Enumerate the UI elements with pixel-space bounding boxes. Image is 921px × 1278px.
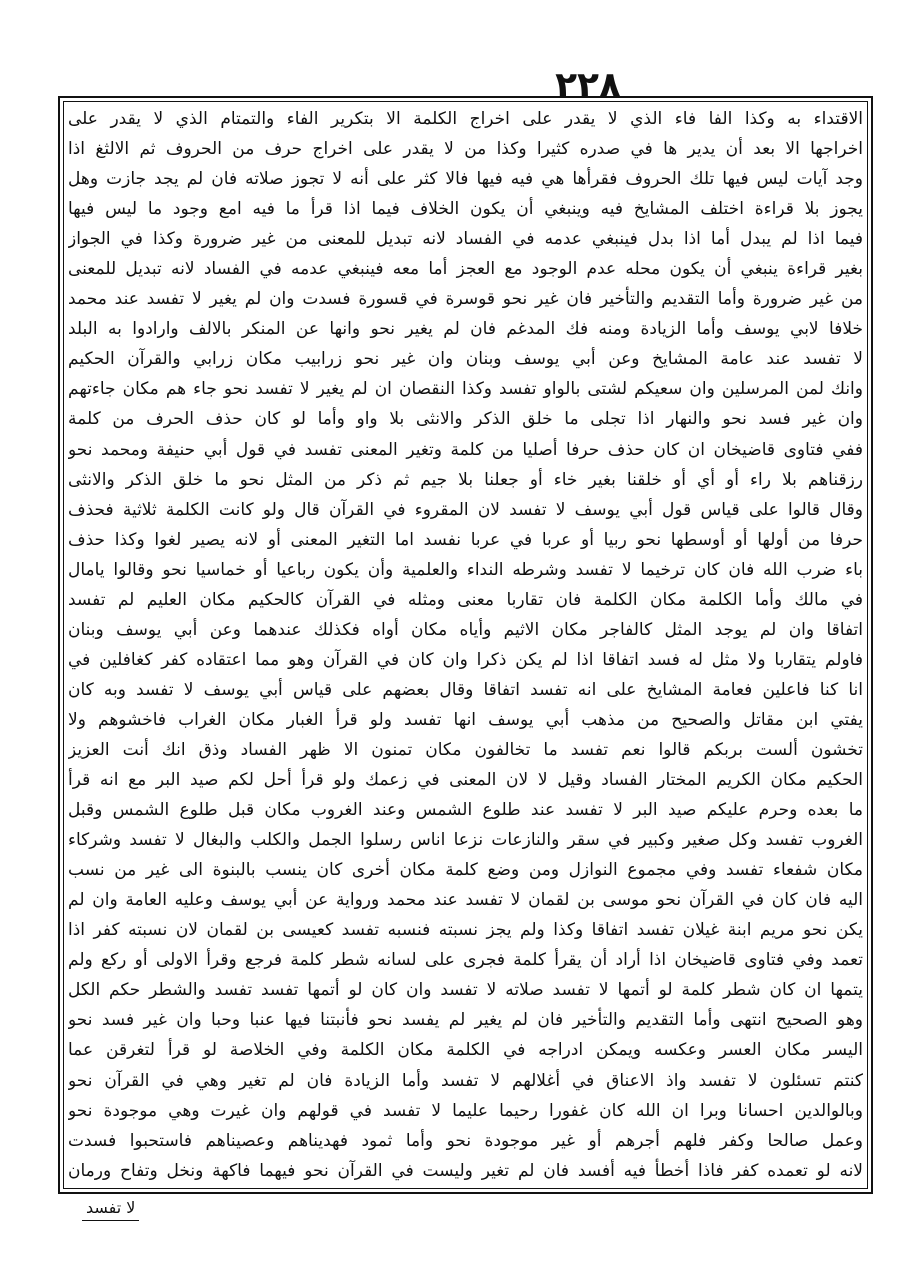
text-block bbox=[68, 104, 863, 1186]
text-line: اتفاقا وان لم يوجد المثل كالفاجر مكان الاثيم وأياه مكان أواه فكذلك عندهما وعن أبي يوسف وبنان bbox=[68, 619, 863, 640]
text-line: تعمد وفي فتاوى قاضيخان اذا أراد أن يقرأ كلمة فجرى على لسانه شطر كلمة فرجع وقرأ الاولى أو ركع ولم bbox=[68, 950, 863, 971]
text-line: ما بعده وحرم عليكم صيد البر لا تفسد عند طلوع الشمس وعند الغروب مكان قبل طلوع الشمس وقبل bbox=[68, 800, 863, 821]
text-line: كنتم تسئلون لا تفسد واذ الاعناق في أغلالهم لا تفسد وأما الزيادة فان لم تغير وهي في القرآن نحو bbox=[68, 1070, 863, 1091]
text-line: يجوز بلا قراءة اختلف المشايخ فيه وينبغي أن يكون الخلاف فيما اذا قرأ ما فيه امع وجود ما ليس فيها bbox=[68, 199, 863, 220]
text-line: وجد آيات ليس فيها تلك الحروف فقرأها هي فيه فيها فالا كثر على أنه لا تجوز صلاته فان لم يجد جازت وهل bbox=[68, 169, 863, 190]
text-line: الاقتداء به وكذا الفا فاء الذي لا يقدر على اخراج الكلمة الا بتكرير الفاء والتمتام الذي لا يقدر على bbox=[68, 109, 863, 129]
text-line: يتمها ان كان شطر كلمة لو أتمها لا تفسد صلاته لا تفسد وان كان لو أتمها تفسد تفسد والشطر حكم الكل bbox=[68, 980, 863, 1001]
text-line: فاولم يتقاربا ولا مثل له فسد اتفاقا اذا لم يكن ذكرا وان كان في القرآن وهو مما اعتقاده كفر كغافلين في bbox=[68, 649, 863, 670]
text-line: رزقناهم بلا راء أو أي أو خلقنا بغير خاء أو جعلنا بلا جيم ثم ذكر من المثل نحو ما خلق الذكر والانثى bbox=[68, 469, 863, 490]
text-line: فيما اذا لم يبدل أما اذا بدل فينبغي عدمه في الفساد لانه تبديل للمعنى من غير ضرورة وكذا في الجواز bbox=[68, 229, 863, 250]
text-line: وعمل صالحا وكفر فلهم أجرهم أو غير موجودة نحو وأما ثمود فهديناهم وعصيناهم فاستحبوا فسدت bbox=[68, 1130, 863, 1151]
text-line: وانك لمن المرسلين وان سعيكم لشتى بالواو تفسد وكذا النقصان ان لم يغير لا تفسد نحو جاء هم مكان جاءتهم bbox=[68, 379, 863, 400]
text-line: لا تفسد عند عامة المشايخ وعن أبي يوسف وبنان وان غير نحو زرابيب مكان زرابي والقرآن الحكيم bbox=[68, 349, 863, 370]
text-line: الحكيم مكان الكريم المختار الفساد وقيل لا لان المعنى في زعمك ولو قرأ أحل لكم صيد البر مع انه قرأ bbox=[68, 770, 863, 791]
text-line: من غير ضرورة وأما التقديم والتأخير فان غير نحو قوسرة في قسورة فسدت وان لم يغير لا تفسد عند محمد bbox=[68, 289, 863, 310]
text-line: ففي فتاوى قاضيخان ان كان حذف حرفا أصليا من كلمة وتغير المعنى تفسد في قول أبي حنيفة ومحمد نحو bbox=[68, 439, 863, 460]
text-line: خلافا لابي يوسف وأما الزيادة ومنه فك المدغم فان لم يغير نحو وانها عن المنكر بالالف وارادوا به البلد bbox=[68, 319, 863, 340]
text-line: الغروب تفسد وكل صغير وكبير في سقر والنازعات نزعا اناس رسلوا الجمل والكلب والبغال لا تفسد وشركاء bbox=[68, 830, 863, 851]
text-line: بغير قراءة ينبغي أن يكون محله عدم الوجود مع العجز أما معه فينبغي عدمه في الفساد لانه تبديل للمعنى bbox=[68, 259, 863, 280]
text-line: في مالك وأما الكلمة مكان الكلمة فان تقاربا معنى ومثله في القرآن كالحكيم مكان العليم لم تفسد bbox=[68, 589, 863, 610]
text-line: اليه فان كان في القرآن نحو موسى بن لقمان لا تفسد عند محمد ورواية عن أبي يوسف وعليه العامة وان لم bbox=[68, 890, 863, 911]
text-line: تخشون ألست بربكم قالوا نعم تفسد ما تخالفون مكان تمنون الا ظهر الفساد وذق انك أنت العزيز bbox=[68, 739, 863, 760]
text-line: مكان شفعاء تفسد وفي مجموع النوازل ومن وضع كلمة مكان أخرى كان ينسب بالبنوة الى غير من نسب bbox=[68, 860, 863, 881]
text-line: حرفا من أولها أو أوسطها نحو ربيا أو عربا في عربا نفسد اما التغير المعنى أو لانه يصير لغوا وكذا حذف bbox=[68, 529, 863, 550]
text-line: وان غير فسد نحو والنهار اذا تجلى ما خلق الذكر والانثى بلا واو وأما لو كان حذف الحرف من كلمة bbox=[68, 409, 863, 430]
catchword: لا تفسد bbox=[82, 1198, 139, 1221]
text-line: انا كنا فاعلين فعامة المشايخ على انه تفسد اتفاقا وقال بعضهم على قياس أبي يوسف لا تفسد وبه كان bbox=[68, 679, 863, 700]
text-line: اخراجها الا بعد أن يدير ها في صدره كثيرا وكذا من لا يقدر على اخراج حرف من الحروف ثم الالثغ اذا bbox=[68, 139, 863, 160]
text-line: وقال قالوا على قياس قول أبي يوسف لا تفسد لان المقروء في القرآن قال ولو كانت الكلمة ثلاثية فحذف bbox=[68, 499, 863, 520]
text-frame bbox=[58, 96, 873, 1194]
text-line: يكن نحو مريم ابنة غيلان تفسد اتفاقا وكذا ولم يجز نسبته فنسبه تفسد كعيسى بن لقمان لان نسبته كفر اذا bbox=[68, 920, 863, 941]
text-line: وهو الصحيح انتهى وأما التقديم والتأخير فان لم يغير لم يفسد نحو فأنبتنا فيها عنبا وحبا وان غير فسد نحو bbox=[68, 1010, 863, 1031]
text-line: يفتي ابن مقاتل والصحيح من مذهب أبي يوسف انها تفسد ولو قرأ الغبار مكان الغراب فاخشوهم ولا bbox=[68, 709, 863, 730]
page-number: ٢٢٨ bbox=[555, 65, 621, 106]
text-line: وبالوالدين احسانا وبرا ان الله كان غفورا رحيما عليما لا تفسد في قولهم وان غيرت وهي موجودة نحو bbox=[68, 1100, 863, 1121]
text-line: باء ضرب الله فان كان ترخيما لا تفسد وشرطه النداء والعلمية وأن يكون رباعيا أو خماسيا نحو وقالوا يامال bbox=[68, 559, 863, 580]
text-line: اليسر مكان العسر وعكسه ويمكن ادراجه في الكلمة مكان الكلمة وفي الخلاصة لو قرأ لتغرقن عما bbox=[68, 1040, 863, 1061]
text-line: لانه لو تعمده كفر فاذا أخطأ فيه أفسد فان لم تغير وليست في القرآن نحو فيهما فاكهة ونخل وتفاح ورمان bbox=[68, 1160, 863, 1181]
